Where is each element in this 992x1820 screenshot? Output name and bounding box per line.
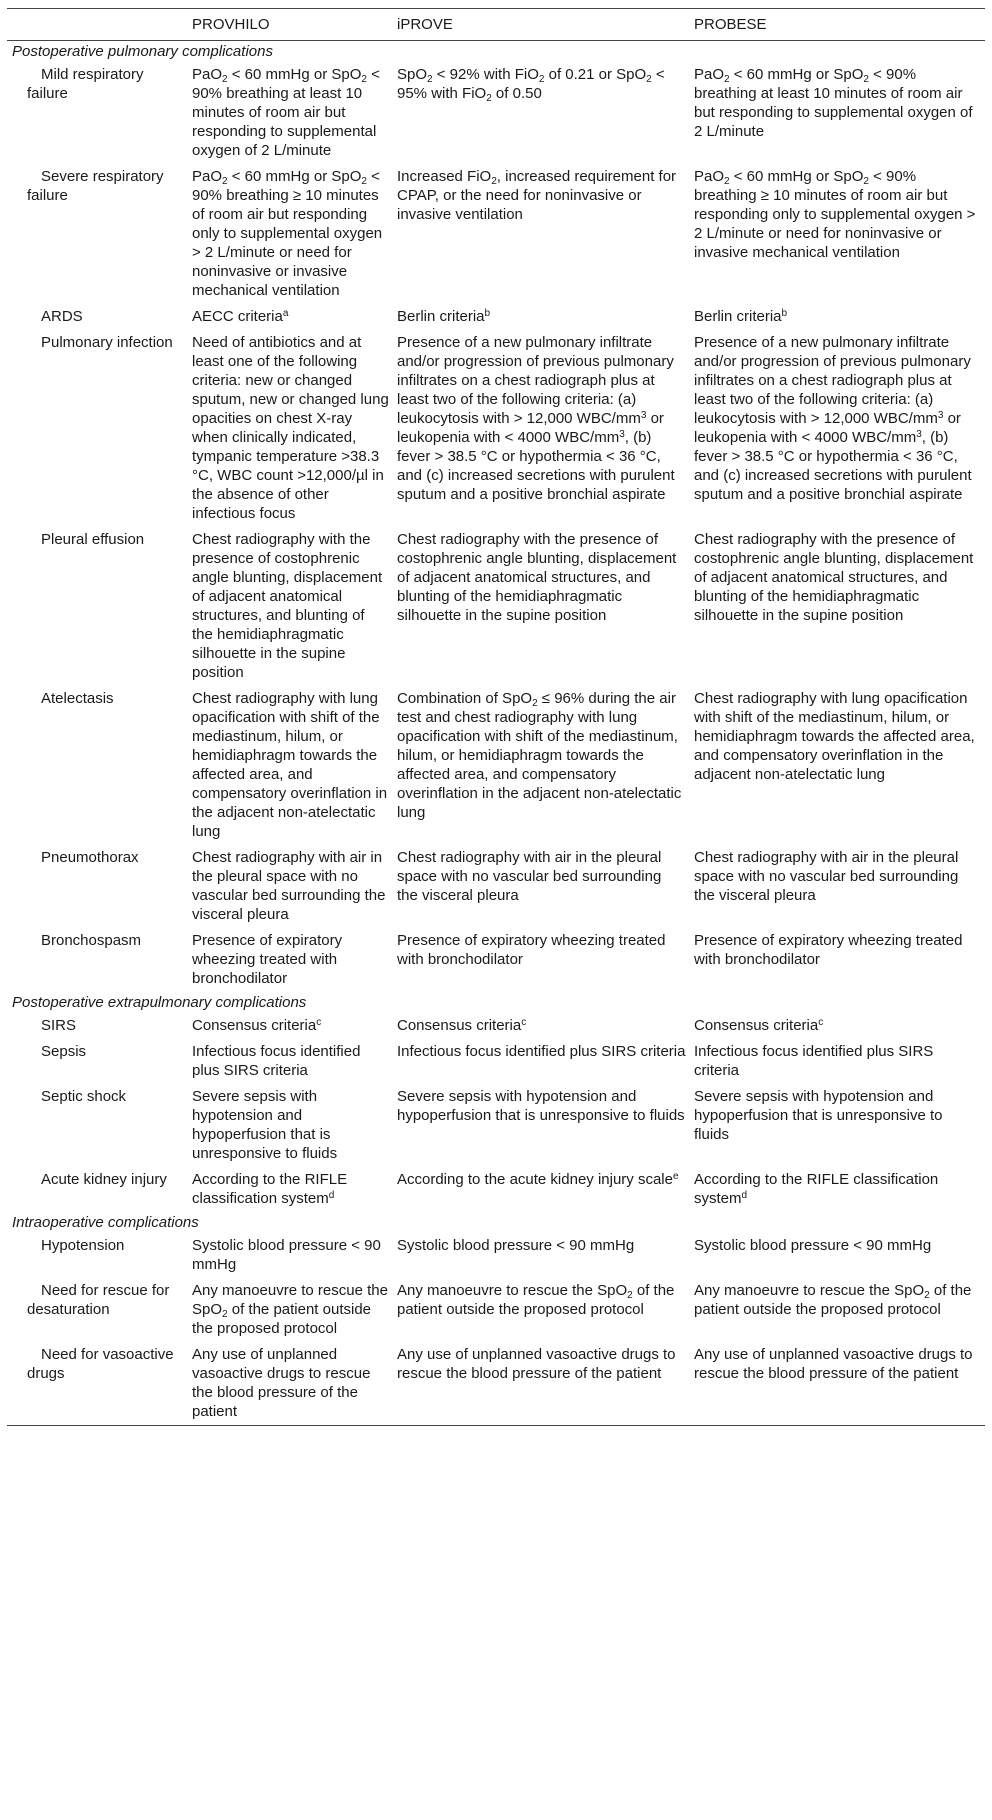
iprove-definition: Berlin criteria$^b$ (397, 308, 491, 325)
provhilo-definition: PaO$_2$ < 60 mmHg or SpO$_2$ < 90% breathing ≥ 10 minutes of room air but responding only to supplemental oxygen > 2 L/minute or need for noninvasive or invasive mechanical ventilation (192, 168, 383, 299)
iprove-definition: Any manoeuvre to rescue the SpO$_2$ of the patient outside the proposed protocol (397, 1282, 675, 1318)
probese-definition: Chest radiography with the presence of costophrenic angle blunting, displacement of adjacent anatomical structures, and blunting of the hemidiaphragmatic silhouette in the supine position (694, 531, 974, 624)
probese-definition: PaO$_2$ < 60 mmHg or SpO$_2$ < 90% breathing at least 10 minutes of room air but responding to supplemental oxygen of 2 L/minute (694, 66, 973, 140)
row-label: Pleural effusion (41, 531, 145, 548)
table-row (7, 1013, 985, 1039)
probese-definition: Consensus criteria$^c$ (694, 1017, 824, 1034)
provhilo-definition: Any use of unplanned vasoactive drugs to rescue the blood pressure of the patient (192, 1346, 371, 1420)
iprove-definition: SpO$_2$ < 92% with FiO$_2$ of 0.21 or SpO$_2$ < 95% with FiO$_2$ of 0.50 (397, 66, 665, 104)
row-label: Need for vasoactive drugs (27, 1346, 174, 1382)
section-row (7, 992, 985, 1013)
iprove-definition: Presence of a new pulmonary infiltrate and/or progression of previous pulmonary infiltrates on a chest radiograph plus at least two of the following criteria: (a) leukocytosis with > 12,000 WBC/$mm^3$ or leukopenia with < 4000 WBC/$mm^3$, (b) fever > 38.5 °C or hypothermia < 36 °C, and (c) increased secretions with purulent sputum and a positive bronchial aspirate (397, 334, 675, 503)
row-label: Atelectasis (41, 690, 114, 707)
provhilo-definition: Need of antibiotics and at least one of the following criteria: new or changed sputum, new or changed lung opacities on chest X-ray when clinically indicated, tympanic temperature >38.3 °C, WBC count >12,000/µl in the absence of other infectious focus (192, 334, 389, 522)
probese-definition: Any use of unplanned vasoactive drugs to rescue the blood pressure of the patient (694, 1346, 973, 1382)
row-label: Severe respiratory failure (27, 168, 164, 204)
iprove-definition: Consensus criteria$^c$ (397, 1017, 527, 1034)
iprove-definition: Severe sepsis with hypotension and hypoperfusion that is unresponsive to fluids (397, 1088, 685, 1124)
iprove-definition: Increased FiO$_2$, increased requirement for CPAP, or the need for noninvasive or invasive ventilation (397, 168, 677, 223)
row-label: Pulmonary infection (41, 334, 173, 351)
row-label: Pneumothorax (41, 849, 139, 866)
table-row (7, 845, 985, 928)
table-row (7, 686, 985, 845)
row-label: Bronchospasm (41, 932, 142, 949)
table-body (7, 41, 985, 1426)
probese-definition: According to the RIFLE classification system$^d$ (694, 1171, 939, 1207)
row-label: ARDS (41, 308, 83, 325)
table-row (7, 62, 985, 164)
table-row (7, 527, 985, 686)
provhilo-definition: Presence of expiratory wheezing treated with bronchodilator (192, 932, 343, 987)
table-row (7, 330, 985, 527)
provhilo-definition: According to the RIFLE classification system$^d$ (192, 1171, 348, 1207)
section-title: Intraoperative complications (12, 1214, 199, 1231)
provhilo-definition: Infectious focus identified plus SIRS criteria (192, 1043, 361, 1079)
table-row (7, 1084, 985, 1167)
provhilo-definition: Chest radiography with air in the pleural space with no vascular bed surrounding the visceral pleura (192, 849, 386, 923)
table-row (7, 928, 985, 992)
probese-definition: Chest radiography with lung opacification with shift of the mediastinum, hilum, or hemidiaphragm towards the affected area, and compensatory overinflation in the adjacent non-atelectatic lung (694, 690, 975, 783)
row-label: SIRS (41, 1017, 77, 1034)
provhilo-definition: Severe sepsis with hypotension and hypoperfusion that is unresponsive to fluids (192, 1088, 338, 1162)
probese-definition: Presence of a new pulmonary infiltrate and/or progression of previous pulmonary infiltrates on a chest radiograph plus at least two of the following criteria: (a) leukocytosis with > 12,000 WBC/$mm^3$ or leukopenia with < 4000 WBC/$mm^3$, (b) fever > 38.5 °C or hypothermia < 36 °C, and (c) increased secretions with purulent sputum and a positive bronchial aspirate (694, 334, 972, 503)
probese-definition: Berlin criteria$^b$ (694, 308, 788, 325)
iprove-definition: According to the acute kidney injury scale$^e$ (397, 1171, 679, 1188)
iprove-definition: Chest radiography with air in the pleural space with no vascular bed surrounding the visceral pleura (397, 849, 662, 904)
header-probese: PROBESE (694, 16, 767, 33)
table-header (7, 9, 985, 41)
section-row (7, 1212, 985, 1233)
probese-definition: Chest radiography with air in the pleural space with no vascular bed surrounding the visceral pleura (694, 849, 959, 904)
table-row (7, 304, 985, 330)
table-row (7, 1342, 985, 1426)
iprove-definition: Chest radiography with the presence of costophrenic angle blunting, displacement of adjacent anatomical structures, and blunting of the hemidiaphragmatic silhouette in the supine position (397, 531, 677, 624)
iprove-definition: Presence of expiratory wheezing treated with bronchodilator (397, 932, 666, 968)
iprove-definition: Combination of SpO$_2$ ≤ 96% during the air test and chest radiography with lung opacification with shift of the mediastinum, hilum, or hemidiaphragm towards the affected area, and compensatory overinflation in the adjacent non-atelectatic lung (397, 690, 682, 821)
section-title: Postoperative pulmonary complications (12, 43, 273, 60)
iprove-definition: Systolic blood pressure < 90 mmHg (397, 1237, 635, 1254)
header-iprove: iPROVE (397, 16, 453, 33)
iprove-definition: Infectious focus identified plus SIRS criteria (397, 1043, 686, 1060)
row-label: Hypotension (41, 1237, 125, 1254)
provhilo-definition: Consensus criteria$^c$ (192, 1017, 322, 1034)
row-label: Acute kidney injury (41, 1171, 167, 1188)
provhilo-definition: Systolic blood pressure < 90 mmHg (192, 1237, 381, 1273)
row-label: Septic shock (41, 1088, 127, 1105)
section-row (7, 41, 985, 63)
section-title: Postoperative extrapulmonary complications (12, 994, 307, 1011)
probese-definition: Severe sepsis with hypotension and hypoperfusion that is unresponsive to fluids (694, 1088, 943, 1143)
table-row (7, 1278, 985, 1342)
provhilo-definition: Any manoeuvre to rescue the SpO$_2$ of the patient outside the proposed protocol (192, 1282, 388, 1337)
provhilo-definition: PaO$_2$ < 60 mmHg or SpO$_2$ < 90% breathing at least 10 minutes of room air but responding to supplemental oxygen of 2 L/minute (192, 66, 380, 159)
table-row (7, 1233, 985, 1278)
complications-definitions-table (7, 8, 985, 1426)
header-provhilo: PROVHILO (192, 16, 270, 33)
table-row (7, 164, 985, 304)
provhilo-definition: Chest radiography with the presence of costophrenic angle blunting, displacement of adjacent anatomical structures, and blunting of the hemidiaphragmatic silhouette in the supine position (192, 531, 383, 681)
header-row (7, 9, 985, 41)
probese-definition: Infectious focus identified plus SIRS criteria (694, 1043, 934, 1079)
probese-definition: Systolic blood pressure < 90 mmHg (694, 1237, 932, 1254)
probese-definition: Presence of expiratory wheezing treated with bronchodilator (694, 932, 963, 968)
provhilo-definition: AECC criteria$^a$ (192, 308, 289, 325)
table-row (7, 1039, 985, 1084)
row-label: Sepsis (41, 1043, 87, 1060)
provhilo-definition: Chest radiography with lung opacification with shift of the mediastinum, hilum, or hemidiaphragm towards the affected area, and compensatory overinflation in the adjacent non-atelectatic lung (192, 690, 388, 840)
row-label: Need for rescue for desaturation (27, 1282, 170, 1318)
row-label: Mild respiratory failure (27, 66, 144, 102)
iprove-definition: Any use of unplanned vasoactive drugs to rescue the blood pressure of the patient (397, 1346, 676, 1382)
probese-definition: Any manoeuvre to rescue the SpO$_2$ of the patient outside the proposed protocol (694, 1282, 972, 1318)
table-row (7, 1167, 985, 1212)
header-empty-cell (7, 9, 192, 41)
probese-definition: PaO$_2$ < 60 mmHg or SpO$_2$ < 90% breathing ≥ 10 minutes of room air but responding only to supplemental oxygen > 2 L/minute or need for noninvasive or invasive mechanical ventilation (694, 168, 976, 261)
definitions-table-container (7, 8, 985, 1426)
